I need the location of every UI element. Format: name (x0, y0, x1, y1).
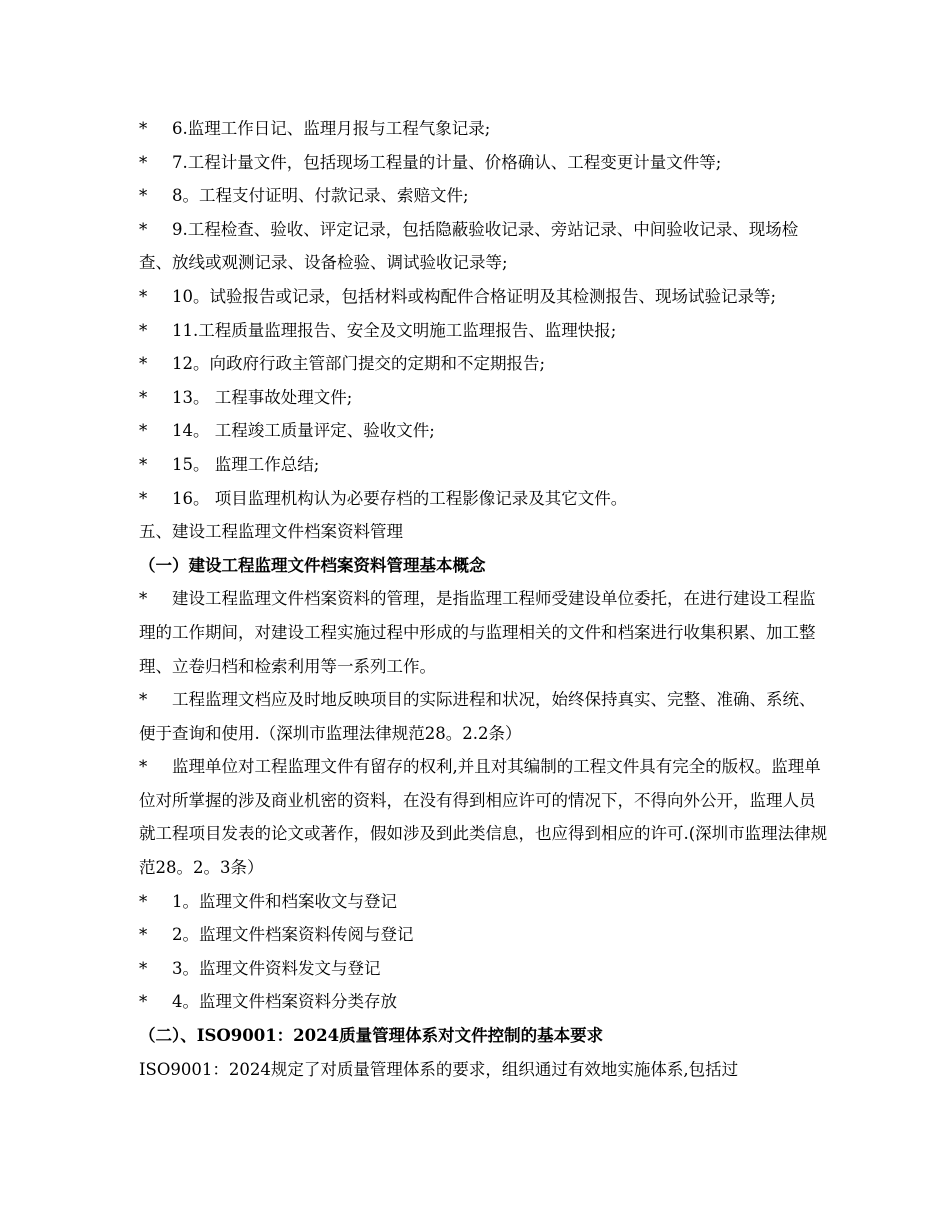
paragraph (139, 750, 829, 884)
list-item-text: 12。向政府行政主管部门提交的定期和不定期报告; (172, 354, 546, 374)
list-item-text: 16。 项目监理机构认为必要存档的工程影像记录及其它文件。 (172, 488, 628, 508)
list-item-text: 4。监理文件档案资料分类存放 (172, 992, 397, 1012)
list-item (139, 885, 829, 919)
bullet-marker: * (139, 454, 148, 474)
subsection-heading: （一）建设工程监理文件档案资料管理基本概念 (139, 555, 486, 575)
list-item-text: 11.工程质量监理报告、安全及文明施工监理报告、监理快报; (172, 320, 617, 340)
bullet-marker: * (139, 891, 148, 911)
list-item (139, 414, 829, 448)
bullet-marker: * (139, 958, 148, 978)
list-item-text: 10。试验报告或记录，包括材料或构配件合格证明及其检测报告、现场试验记录等; (172, 286, 777, 306)
list-item-text: 6.监理工作日记、监理月报与工程气象记录; (172, 119, 491, 138)
list-item-text: 13。 工程事故处理文件; (172, 387, 353, 407)
bullet-marker: * (139, 186, 148, 206)
list-item (139, 952, 829, 986)
list-item-text: 14。 工程竣工质量评定、验收文件; (172, 421, 435, 441)
bullet-marker: * (139, 219, 148, 239)
list-item (139, 112, 829, 146)
list-item (139, 213, 829, 280)
list-item-text: 2。监理文件档案资料传阅与登记 (172, 925, 414, 945)
bullet-marker: * (139, 488, 148, 508)
bullet-marker: * (139, 354, 148, 374)
paragraph (139, 683, 829, 750)
bullet-marker: * (139, 690, 148, 710)
list-item (139, 179, 829, 213)
paragraph-text: 监理单位对工程监理文件有留存的权利,并且对其编制的工程文件具有完全的版权。监理单位对所掌握的涉及商业机密的资料，在没有得到相应许可的情况下，不得向外公开，监理人员就工程项目发表的论文或著作，假如涉及到此类信息，也应得到相应的许可.(深圳市监理法律规范28。2。3条） (139, 757, 828, 878)
list-item-text: 7.工程计量文件，包括现场工程量的计量、价格确认、工程变更计量文件等; (172, 152, 722, 172)
section-heading: 五、建设工程监理文件档案资料管理 (139, 522, 403, 542)
bullet-marker: * (139, 320, 148, 340)
list-item (139, 448, 829, 482)
bullet-marker: * (139, 992, 148, 1012)
bullet-marker: * (139, 286, 148, 306)
list-item-text: 9.工程检查、验收、评定记录，包括隐蔽验收记录、旁站记录、中间验收记录、现场检查、放线或观测记录、设备检验、调试验收记录等; (139, 219, 799, 273)
subsection-heading: （二）、ISO9001：2024质量管理体系对文件控制的基本要求 (139, 1026, 604, 1046)
bullet-marker: * (139, 152, 148, 172)
bullet-marker: * (139, 589, 148, 609)
closing-paragraph: ISO9001：2024规定了对质量管理体系的要求，组织通过有效地实施体系,包括过 (139, 1059, 739, 1079)
paragraph-text: 工程监理文档应及时地反映项目的实际进程和状况，始终保持真实、完整、准确、系统、便于查询和使用.（深圳市监理法律规范28。2.2条） (139, 690, 816, 743)
list-item (139, 918, 829, 952)
list-item (139, 314, 829, 348)
list-item (139, 985, 829, 1019)
paragraph-text: 建设工程监理文件档案资料的管理，是指监理工程师受建设单位委托，在进行建设工程监理的工作期间，对建设工程实施过程中形成的与监理相关的文件和档案进行收集积累、加工整理、立卷归档和检索利用等一系列工作。 (139, 589, 816, 676)
bullet-marker: * (139, 757, 148, 777)
bullet-marker: * (139, 925, 148, 945)
list-item (139, 482, 829, 516)
paragraph (139, 582, 829, 683)
document-body (139, 112, 829, 1086)
list-item (139, 280, 829, 314)
bullet-marker: * (139, 421, 148, 441)
list-item-text: 8。工程支付证明、付款记录、索赔文件; (172, 186, 469, 206)
list-item (139, 146, 829, 180)
list-item-text: 1。监理文件和档案收文与登记 (172, 891, 397, 911)
bullet-marker: * (139, 387, 148, 407)
list-item (139, 381, 829, 415)
list-item-text: 3。监理文件资料发文与登记 (172, 958, 381, 978)
list-item-text: 15。 监理工作总结; (172, 454, 320, 474)
list-item (139, 347, 829, 381)
bullet-marker: * (139, 119, 148, 138)
